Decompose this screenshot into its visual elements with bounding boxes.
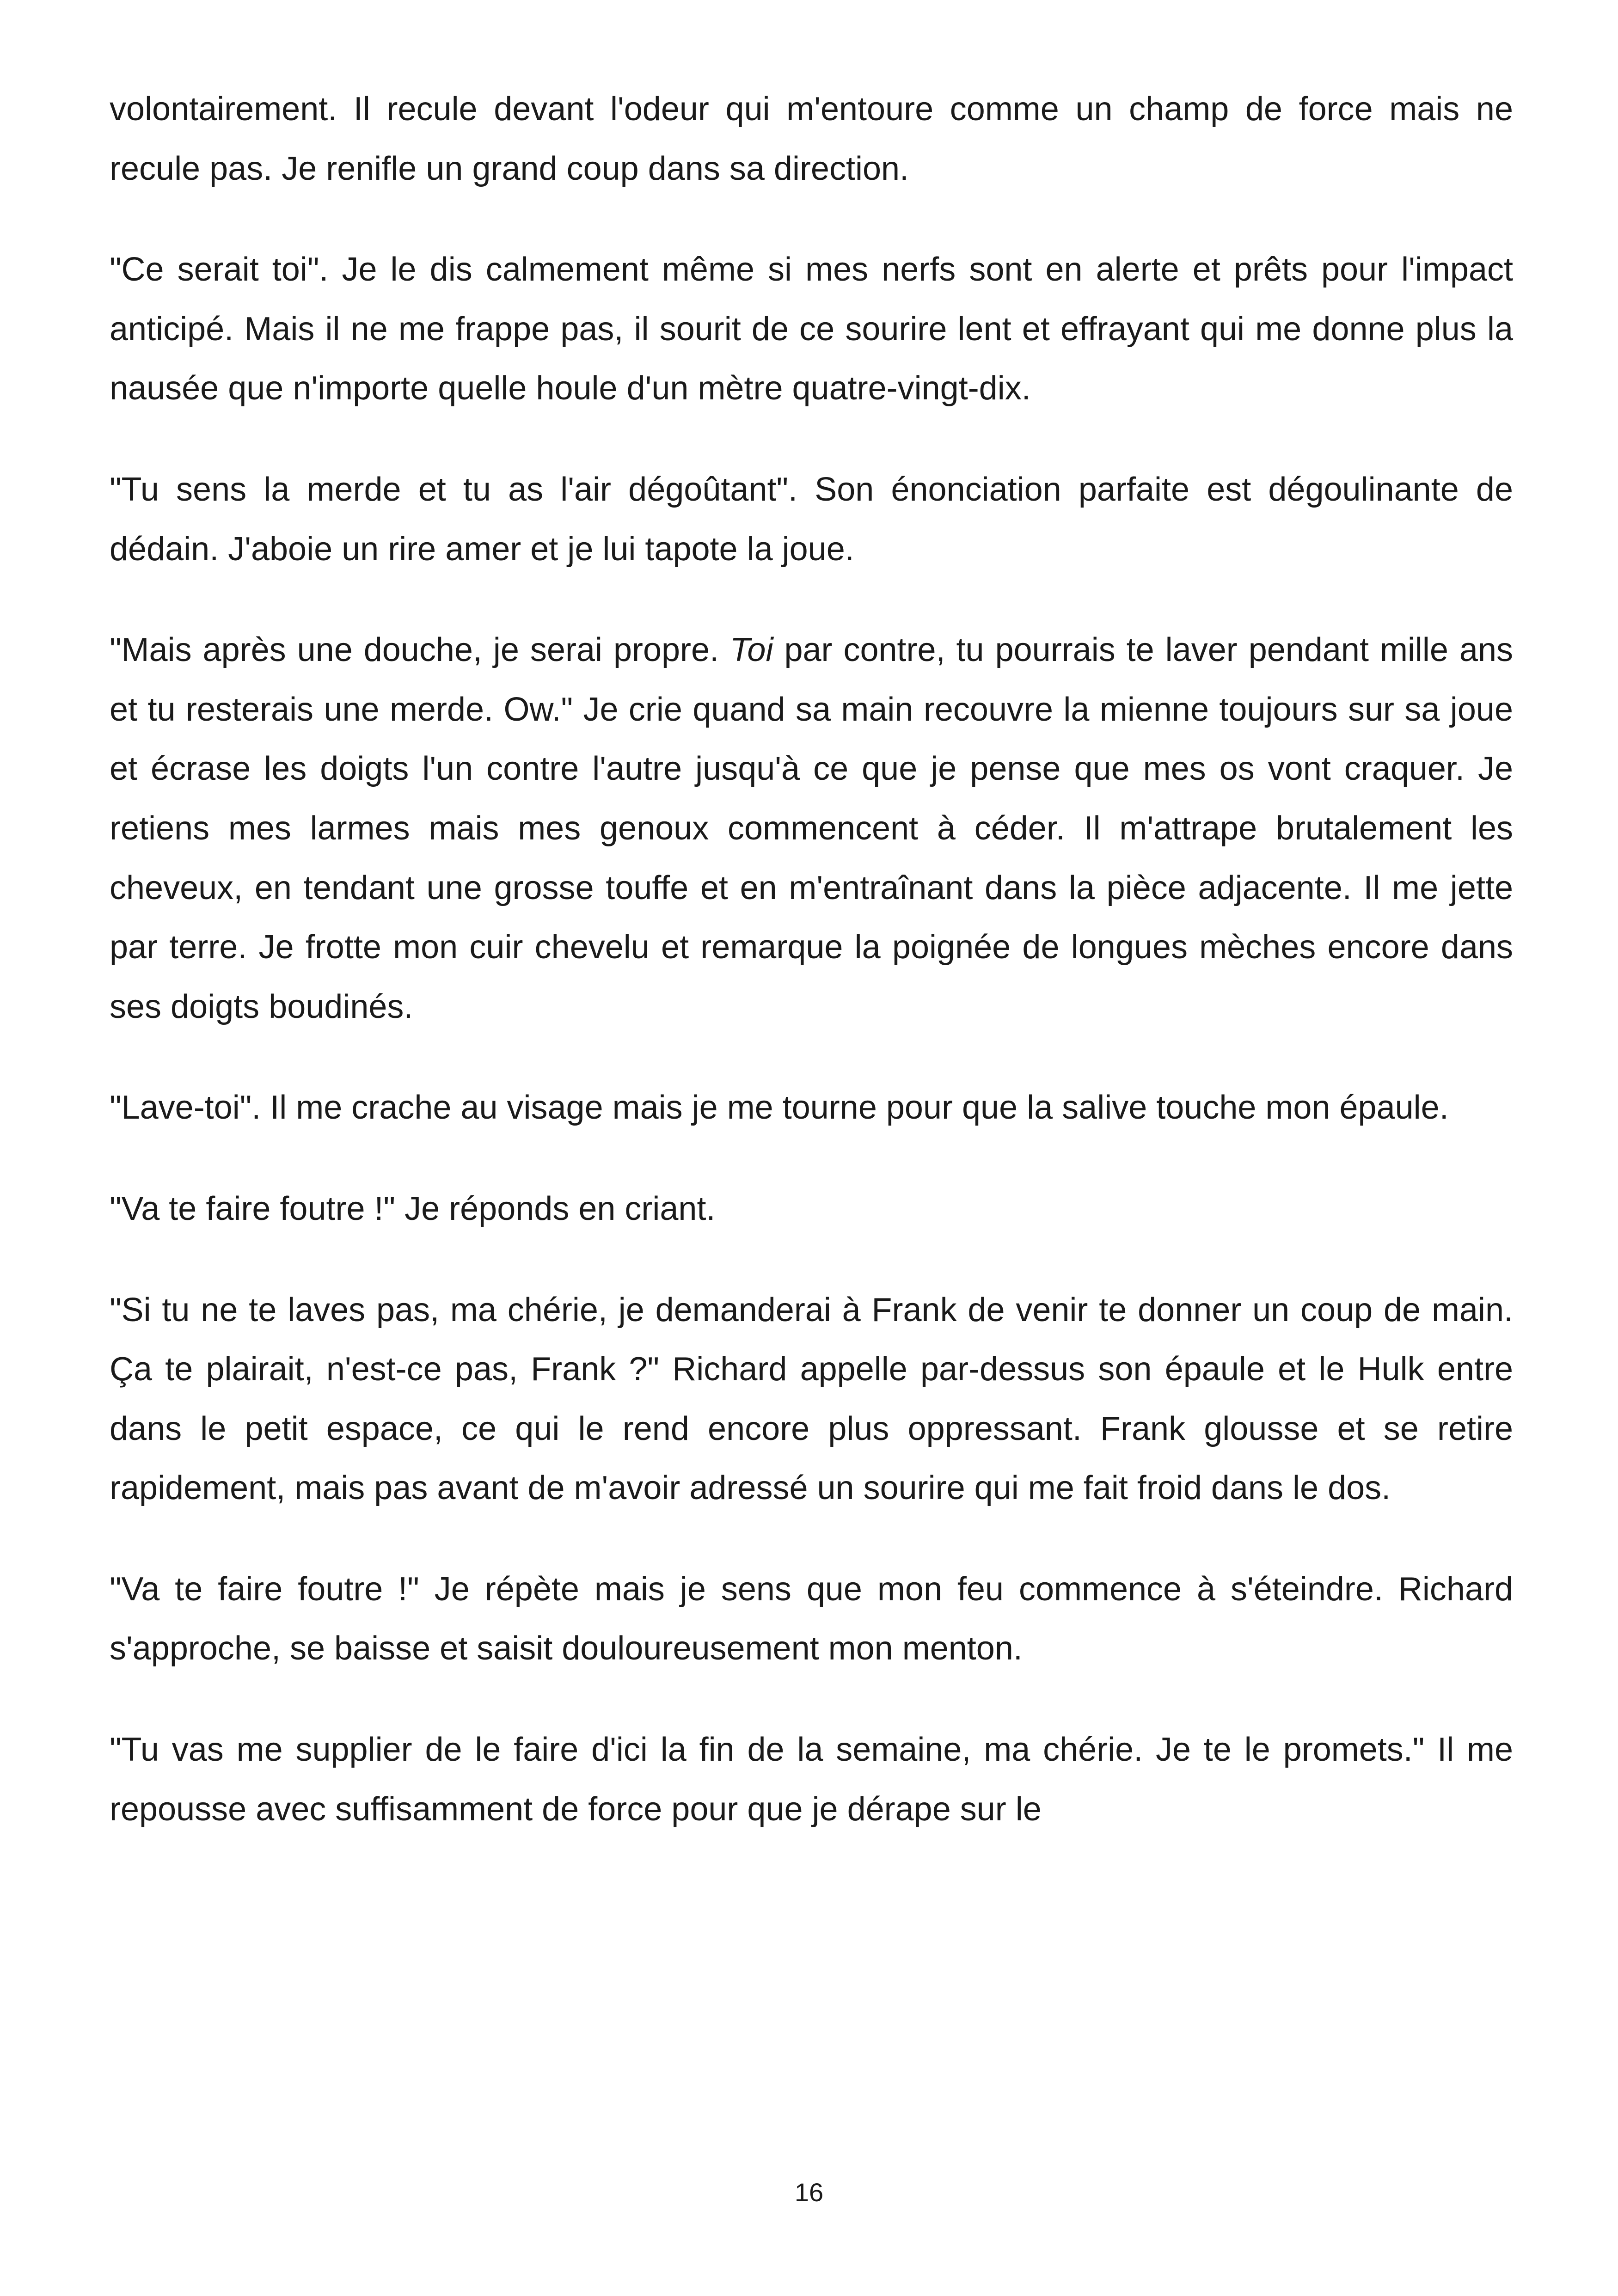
paragraph-text-after: par contre, tu pourrais te laver pendant mille ans et tu resterais une merde. Ow." Je crie quand sa main recouvre la mienne toujours sur sa joue et écrase les doigts l'un contre l'autre jusqu'à ce que je pense que mes os vont craquer. Je retiens mes larmes mais mes genoux commencent à céder. Il m'attrape brutalement les cheveux, en tendant une grosse touffe et en m'entraînant dans la pièce adjacente. Il me jette par terre. Je frotte mon cuir chevelu et remarque la poignée de longues mèches encore dans ses doigts boudinés. <box>110 631 1514 1025</box>
paragraph-text-before: "Mais après une douche, je serai propre. <box>110 631 730 669</box>
paragraph-3 <box>110 460 1513 579</box>
paragraph-8 <box>110 1560 1513 1678</box>
paragraph-6 <box>110 1179 1513 1239</box>
paragraph-4 <box>110 620 1513 1036</box>
body-text <box>110 80 1513 1839</box>
paragraph-text: "Ce serait toi". Je le dis calmement même si mes nerfs sont en alerte et prêts pour l'impact anticipé. Mais il ne me frappe pas, il sourit de ce sourire lent et effrayant qui me donne plus la nausée que n'importe quelle houle d'un mètre quatre-vingt-dix. <box>110 251 1513 407</box>
paragraph-text: "Tu sens la merde et tu as l'air dégoûtant". Son énonciation parfaite est dégoulinante de dédain. J'aboie un rire amer et je lui tapote la joue. <box>110 471 1513 568</box>
paragraph-text-italic: Toi <box>730 631 773 669</box>
paragraph-9 <box>110 1720 1513 1839</box>
paragraph-text: "Tu vas me supplier de le faire d'ici la fin de la semaine, ma chérie. Je te le promets." Il me repousse avec suffisamment de force pour que je dérape sur le <box>110 1731 1513 1828</box>
paragraph-text: volontairement. Il recule devant l'odeur qui m'entoure comme un champ de force mais ne recule pas. Je renifle un grand coup dans sa direction. <box>110 91 1513 187</box>
paragraph-text: "Va te faire foutre !" Je réponds en criant. <box>110 1190 716 1227</box>
paragraph-text: "Va te faire foutre !" Je répète mais je sens que mon feu commence à s'éteindre. Richard s'approche, se baisse et saisit douloureusement mon menton. <box>110 1570 1513 1667</box>
paragraph-5 <box>110 1078 1513 1138</box>
paragraph-text: "Si tu ne te laves pas, ma chérie, je demanderai à Frank de venir te donner un coup de main. Ça te plairait, n'est-ce pas, Frank ?" Richard appelle par-dessus son épaule et le Hulk entre dans le petit espace, ce qui le rend encore plus oppressant. Frank glousse et se retire rapidement, mais pas avant de m'avoir adressé un sourire qui me fait froid dans le dos. <box>110 1291 1513 1507</box>
paragraph-1 <box>110 80 1513 198</box>
paragraph-text: "Lave-toi". Il me crache au visage mais je me tourne pour que la salive touche mon épaule. <box>110 1089 1449 1127</box>
paragraph-7 <box>110 1280 1513 1518</box>
paragraph-2 <box>110 240 1513 418</box>
page-number: 16 <box>794 2178 824 2207</box>
